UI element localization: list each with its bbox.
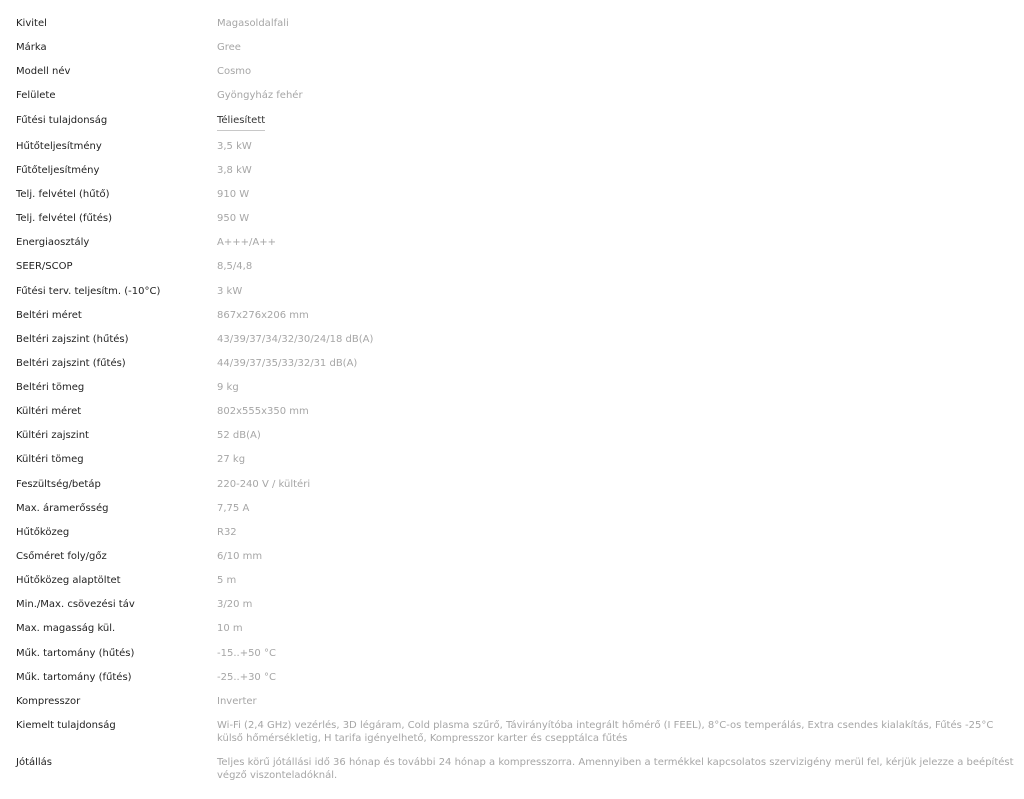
spec-label: Beltéri zajszint (fűtés) xyxy=(16,358,126,369)
spec-label: Feszültség/betáp xyxy=(16,479,101,490)
spec-label: Fűtőteljesítmény xyxy=(16,165,100,176)
spec-label: Márka xyxy=(16,42,47,53)
spec-label: Jótállás xyxy=(16,757,53,768)
spec-value: 43/39/37/34/32/30/24/18 dB(A) xyxy=(217,334,374,345)
spec-value: 44/39/37/35/33/32/31 dB(A) xyxy=(217,358,358,369)
spec-value: 220-240 V / kültéri xyxy=(217,479,311,490)
spec-label: Max. áramerősség xyxy=(16,503,109,514)
spec-label: Kivitel xyxy=(16,18,47,29)
spec-label: Csőméret foly/gőz xyxy=(16,551,107,562)
spec-value: 6/10 mm xyxy=(217,551,263,562)
spec-label: Beltéri zajszint (hűtés) xyxy=(16,334,129,345)
spec-label: Hűtőközeg alaptöltet xyxy=(16,575,121,586)
spec-label: Műk. tartomány (fűtés) xyxy=(16,672,132,683)
spec-label: Műk. tartomány (hűtés) xyxy=(16,648,135,659)
spec-value-link[interactable] xyxy=(217,114,1022,131)
spec-label: Energiaosztály xyxy=(16,237,90,248)
spec-value: Wi-Fi (2,4 GHz) vezérlés, 3D légáram, Cold plasma szűrő, Távirányítóba integrált hőmérő (I FEEL), 8°C-os temperálás, Extra csendes kialakítás, Fűtés -25°C külső hőmérsékletig, H tarifa igényelhető, Kompresszor karter és csepptálca fűtés xyxy=(217,720,994,744)
spec-label: Hűtőteljesítmény xyxy=(16,141,102,152)
spec-value: 8,5/4,8 xyxy=(217,261,253,272)
spec-value: 9 kg xyxy=(217,382,239,393)
spec-label: Beltéri méret xyxy=(16,310,82,321)
spec-label: Min./Max. csövezési táv xyxy=(16,599,135,610)
spec-value: 950 W xyxy=(217,213,250,224)
spec-value: 3 kW xyxy=(217,286,243,297)
spec-value: 3/20 m xyxy=(217,599,253,610)
teliesitett-link[interactable]: Téliesített xyxy=(217,114,265,131)
spec-value: Gree xyxy=(217,42,241,53)
spec-label: Kültéri tömeg xyxy=(16,454,84,465)
spec-value: 910 W xyxy=(217,189,250,200)
spec-label: Beltéri tömeg xyxy=(16,382,85,393)
spec-value: Inverter xyxy=(217,696,257,707)
spec-value: 52 dB(A) xyxy=(217,430,261,441)
spec-label: Telj. felvétel (fűtés) xyxy=(16,213,112,224)
spec-value: Magasoldalfali xyxy=(217,18,289,29)
spec-value: Cosmo xyxy=(217,66,252,77)
spec-value: Gyöngyház fehér xyxy=(217,90,303,101)
spec-label: Modell név xyxy=(16,66,71,77)
spec-value: R32 xyxy=(217,527,237,538)
spec-value: 802x555x350 mm xyxy=(217,406,309,417)
spec-label: Kiemelt tulajdonság xyxy=(16,720,116,731)
spec-value: 5 m xyxy=(217,575,237,586)
spec-value: -15..+50 °C xyxy=(217,648,276,659)
spec-value: 867x276x206 mm xyxy=(217,310,309,321)
spec-value: 27 kg xyxy=(217,454,246,465)
spec-label: Kültéri méret xyxy=(16,406,82,417)
spec-label: Max. magasság kül. xyxy=(16,623,116,634)
spec-label: Fűtési terv. teljesítm. (-10°C) xyxy=(16,286,161,297)
spec-value: 7,75 A xyxy=(217,503,250,514)
spec-value: 10 m xyxy=(217,623,243,634)
spec-value: 3,5 kW xyxy=(217,141,252,152)
spec-label: Kültéri zajszint xyxy=(16,430,89,441)
spec-value: 3,8 kW xyxy=(217,165,252,176)
spec-value: Teljes körű jótállási idő 36 hónap és további 24 hónap a kompresszorra. Amennyiben a termékkel kapcsolatos szervizigény merül fel, kérjük jelezze a beépítést végző viszonteladóknál. xyxy=(217,757,1014,781)
spec-label: Hűtőközeg xyxy=(16,527,70,538)
spec-label: Kompresszor xyxy=(16,696,81,707)
spec-value: A+++/A++ xyxy=(217,237,276,248)
spec-label: SEER/SCOP xyxy=(16,261,73,272)
spec-label: Fűtési tulajdonság xyxy=(16,115,108,126)
spec-label: Telj. felvétel (hűtő) xyxy=(16,189,110,200)
spec-label: Felülete xyxy=(16,90,56,101)
spec-value: -25..+30 °C xyxy=(217,672,276,683)
